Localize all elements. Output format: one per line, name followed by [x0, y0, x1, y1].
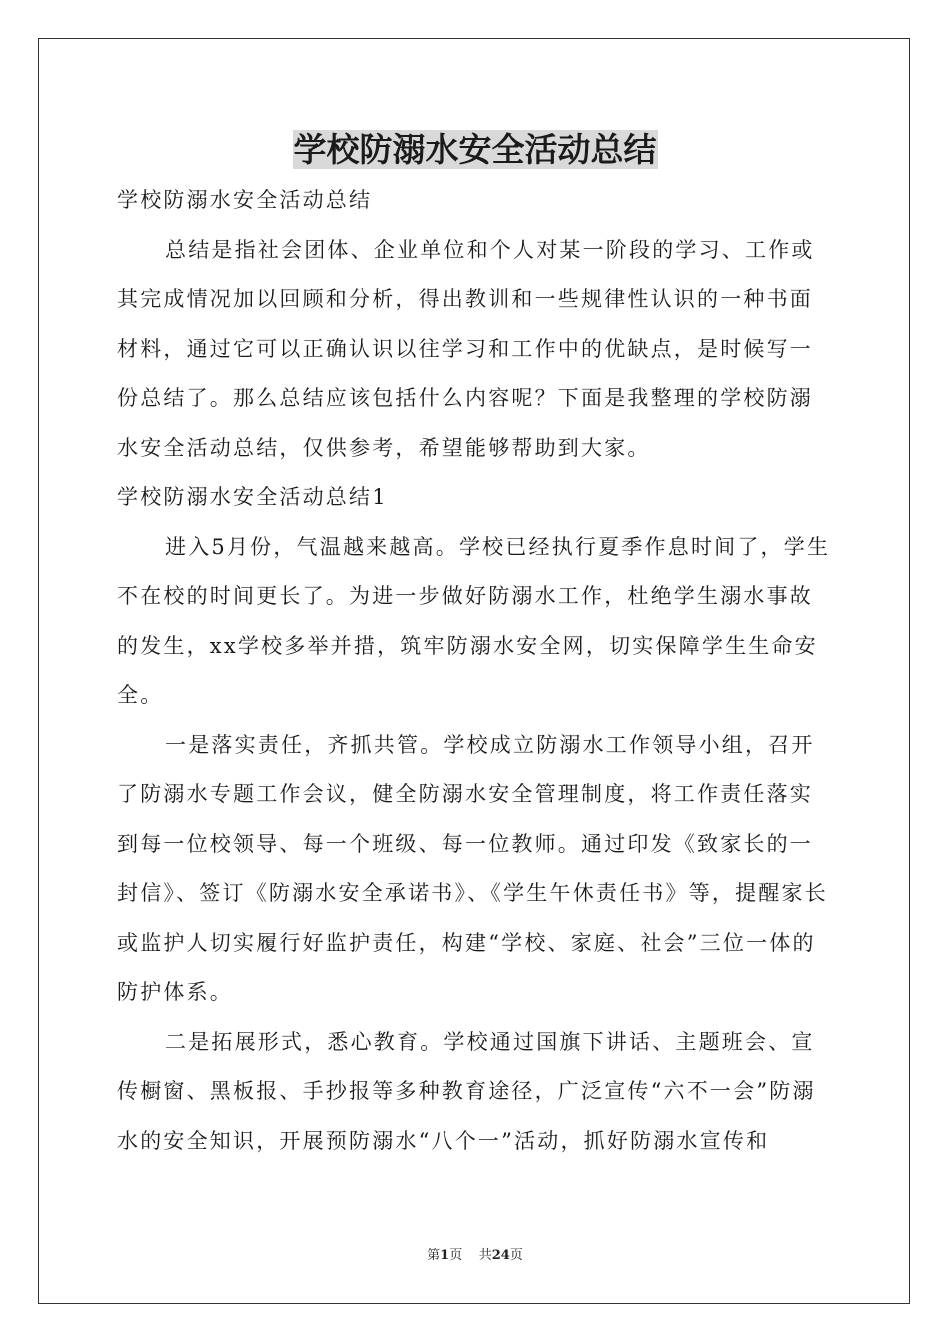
body-paragraph: 进入5月份，气温越来越高。学校已经执行夏季作息时间了，学生不在校的时间更长了。为进一步做好防溺水工作，杜绝学生溺水事故的发生，xx学校多举并措，筑牢防溺水安全网，切实保障学生生命安全。	[117, 534, 831, 707]
section-heading: 学校防溺水安全活动总结	[117, 188, 373, 212]
body-paragraph: 总结是指社会团体、企业单位和个人对某一阶段的学习、工作或其完成情况加以回顾和分析，得出教训和一些规律性认识的一种书面材料，通过它可以正确认识以往学习和工作中的优缺点，是时候写一份总结了。那么总结应该包括什么内容呢？下面是我整理的学校防溺水安全活动总结，仅供参考，希望能够帮助到大家。	[117, 237, 815, 460]
page-footer	[0, 1247, 950, 1265]
document-title	[0, 128, 950, 172]
page-total-label: 共24页	[478, 1248, 523, 1263]
body-paragraph: 一是落实责任，齐抓共管。学校成立防溺水工作领导小组，召开了防溺水专题工作会议，健全防溺水安全管理制度，将工作责任落实到每一位校领导、每一个班级、每一位教师。通过印发《致家长的一封信》、签订《防溺水安全承诺书》、《学生午休责任书》等，提醒家长或监护人切实履行好监护责任，构建“学校、家庭、社会”三位一体的防护体系。	[117, 732, 828, 1004]
page-number-label: 第1页	[427, 1248, 463, 1263]
document-title-text: 学校防溺水安全活动总结	[293, 130, 657, 169]
section-heading: 学校防溺水安全活动总结1	[117, 485, 388, 509]
document-body	[117, 176, 833, 1166]
body-paragraph: 二是拓展形式，悉心教育。学校通过国旗下讲话、主题班会、宣传橱窗、黑板报、手抄报等多种教育途径，广泛宣传“六不一会”防溺水的安全知识，开展预防溺水“八个一”活动，抓好防溺水宣传和	[117, 1029, 816, 1153]
